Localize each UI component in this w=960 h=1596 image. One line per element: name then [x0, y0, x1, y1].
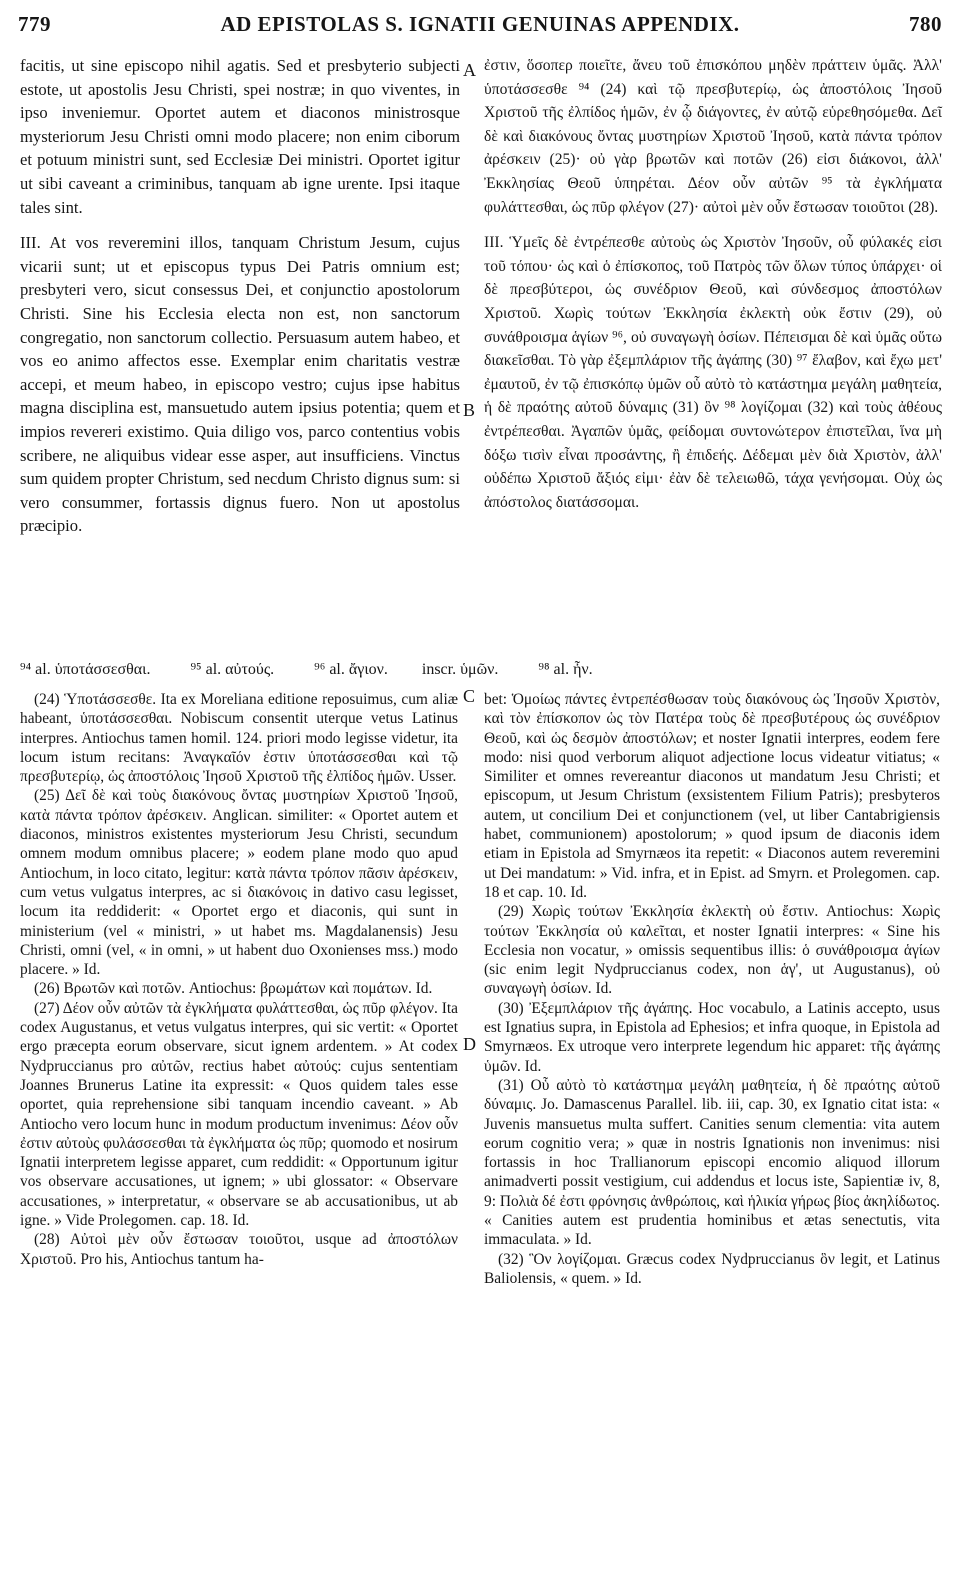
notes-right-column: [484, 690, 940, 1288]
latin-paragraph: facitis, ut sine episcopo nihil agatis. Sed et presbyterio subjecti estote, ut apostolis Jesu Christi, spei nostræ; in quo viventes, in ipso inveniemur. Oportet autem et diaconos ministrosque mysteriorum Jesu Christi omni modo placere; non enim ciborum et potuum ministri sunt, sed Ecclesiæ Dei ministri. Oportet igitur ut sibi caveant a criminibus, tanquam ab igne urente. Ipsi itaque tales sint.: [20, 56, 460, 217]
margin-marker-a: A: [463, 60, 476, 80]
variant-reading: ⁹⁴ al. ὑποτάσσεσθαι.: [20, 661, 151, 678]
variant-reading: ⁹⁶ al. ἄγιον.: [314, 661, 388, 678]
margin-marker-b: B: [463, 400, 476, 420]
notes-left-column: [20, 690, 458, 1269]
latin-text-column: [20, 54, 460, 538]
greek-text-column: [484, 54, 942, 514]
note-paragraph: (26) Βρωτῶν καὶ ποτῶν. Antiochus: βρωμάτων καὶ πομάτων. Id.: [34, 980, 433, 998]
note-paragraph: (28) Αὐτοὶ μὲν οὖν ἔστωσαν τοιοῦτοι, usque ad ἀποστόλων Χριστοῦ. Pro his, Antiochus tantum ha-: [20, 1231, 458, 1268]
latin-paragraph: III. At vos reveremini illos, tanquam Christum Jesum, cujus vicarii sunt; ut et episcopus typus Dei Patris omnium est; presbyteri vero, sicut consessus Dei, et conjunctio apostolorum Christi. Sine his Ecclesia electa non est, non sanctorum congregatio, non sanctorum collectio. Persuasum autem habeo, et vos eo animo affectos esse. Exemplar enim charitatis vestræ accepi, et meum habeo, in episcopo vestro; cujus ipse habitus magna disciplina est, mansuetudo autem ipsius potentia; quem et impios revereri existimo. Quia diligo vos, parco contentius vobis scribere, ne aliquibus videar esse asper, aut insufficiens. Vinctus sum quidem propter Christum, sed necdum Christo dignus sum: si vero consummer, fortassis dignus fuero. Non ut apostolus præcipio.: [20, 233, 460, 536]
running-title: AD EPISTOLAS S. IGNATII GENUINAS APPENDIX.: [220, 12, 740, 36]
variant-readings-line: [20, 659, 940, 681]
note-paragraph: (25) Δεῖ δὲ καὶ τοὺς διακόνους ὄντας μυστηρίων Χριστοῦ Ἰησοῦ, κατὰ πάντα τρόπον ἀρέσκειν. Anglican. similiter: « Oportet autem et diaconos, ministros existentes mysteriorum Jesu Christi, secundum omnem modum omnibus placere; » eodem plane modo quo apud Antiochum, in loco citato, legitur: κατὰ πάντα τρόπον πᾶσιν ἀρέσκειν, cum vetus vulgatus interpres, ac si διακόνοις in dativo casu legisset, locum ita reddiderit: « Oportet ergo et diaconis, qui sunt in ministerium (vel « ministri, » ut habet ms. Magdalanensis) Jesu Christi, omni (vel, « in omni, » ut habent duo Oxonienses mss.) modo placere. » Id.: [20, 787, 458, 979]
variant-reading: ⁹⁸ al. ἦν.: [538, 661, 593, 678]
note-paragraph: (32) Ὃν λογίζομαι. Græcus codex Nydpruccianus ὃν legit, et Latinus Baliolensis, « quem. » Id.: [484, 1250, 940, 1287]
variant-reading: inscr. ὑμῶν.: [421, 661, 499, 678]
note-paragraph: (29) Χωρὶς τούτων Ἐκκλησία ἐκλεκτὴ οὐ ἔστιν. Antiochus: Χωρὶς τούτων Ἐκκλησία οὐ καλεῖται, et noster Ignatii interpres: « Sine his Ecclesia non vocatur, » omissis sequentibus illis: ὁ συνάθροισμα ἁγίων (sic enim legit Nydpruccianus codex, non ἁγ', ut Augustanus), οὐ συναγωγὴ ὁσίων. Id.: [484, 903, 940, 998]
margin-marker-c: C: [463, 686, 476, 706]
right-page-number: 780: [909, 12, 942, 36]
greek-paragraph: III. Ὑμεῖς δὲ ἐντρέπεσθε αὐτοὺς ὡς Χριστὸν Ἰησοῦν, οὗ φύλακές εἰσι τοῦ τόπου· ὡς καὶ ὁ ἐπίσκοπος, τοῦ Πατρὸς τῶν ὅλων τύπος ὑπάρχει· οἱ δὲ πρεσβύτεροι, ὡς συνέδριον Θεοῦ, καὶ σύνδεσμος ἀποστόλων Χριστοῦ. Χωρὶς τούτων Ἐκκλησία ἐκλεκτὴ οὐκ ἔστιν (29), οὐ συνάθροισμα ἁγίων ⁹⁶, οὐ συναγωγὴ ὁσίων. Πέπεισμαι δὲ καὶ ὑμᾶς οὕτω διακεῖσθαι. Τὸ γὰρ ἐξεμπλάριον τῆς ἀγάπης (30) ⁹⁷ ἔλαβον, καὶ ἔχω μετ' ἐμαυτοῦ, ἐν τῷ ἐπισκόπῳ ὑμῶν οὗ αὐτὸ τὸ κατάστημα μεγάλη μαθητεία, ἡ δὲ πραότης αὐτοῦ δύναμις (31) ὃν ⁹⁸ λογίζομαι (32) καὶ τοὺς ἀθέους ἐντρέπεσθαι. Ἀγαπῶν ὑμᾶς, φείδομαι συντονώτερον ἐπιστεῖλαι, ἵνα μὴ δόξω τισὶν εἶναι προσάντης, ἢ ἐπιδεής. Δέδεμαι μὲν διὰ Χριστὸν, ἀλλ' οὐδέπω Χριστοῦ ἄξιός εἰμι· ἐὰν δὲ τελειωθῶ, τάχα γενήσομαι. Οὐχ ὡς ἀπόστολος διατάσσομαι.: [484, 234, 942, 511]
note-paragraph: (27) Δέον οὖν αὐτῶν τὰ ἐγκλήματα φυλάττεσθαι, ὡς πῦρ φλέγον. Ita codex Augustanus, et vetus vulgatus interpres, qui sic vertit: « Oportet ergo præcepta eorum observare, sicut ignem ardentem. » At codex Nydpruccianus pro αὐτῶν, rectius habet αὐτούς: cujus sententiam Joannes Brunerus Latine ita expressit: « Quos quidem tales esse oportet, quia reprehensione sibi tanquam incendio caveant. » Ab Antiocho vero locum hunc in modum productum invenimus: Δέον οὖν ἐστιν αὐτοὺς φυλάσσεσθαι τὰ ἐγκλήματα ὡς πῦρ; quomodo et nosirum Ignatii interpretem legisse apparet, cum reddidit: « Opportunum igitur vos observare accusationes, ut ignem; » ubi glossator: « Observare accusationes, » interpretatur, « observare se ab accusationibus, ut ab igne. » Vide Prolegomen. cap. 18. Id.: [20, 999, 458, 1230]
running-header: [18, 12, 942, 46]
left-page-number: 779: [18, 12, 51, 36]
note-paragraph: (31) Οὗ αὐτὸ τὸ κατάστημα μεγάλη μαθητεία, ἡ δὲ πραότης αὐτοῦ δύναμις. Jo. Damascenus Parallel. lib. iii, cap. 30, ex Ignatio citat ista: « Juvenis mansuetus multa suffert. Canities senum clementia: vita autem eorum cognitio vera; » quæ in nostris Ignationis non invenimus: nisi fortassis in hoc Trallianorum episcopi encomio aliquod illorum animadverti possit vestigium, cui addendus et locus iste, Sapientiæ iv, 8, 9: Πολιὰ δέ ἐστι φρόνησις ἀνθρώποις, καὶ ἡλικία γήρως βίος ἀκηλίδωτος. « Canities autem est prudentia hominibus et ætas senectutis, vita immaculata. » Id.: [484, 1076, 940, 1249]
note-paragraph: bet: Ὁμοίως πάντες ἐντρεπέσθωσαν τοὺς διακόνους ὡς Ἰησοῦν Χριστὸν, καὶ τὸν ἐπίσκοπον ὡς τὸν Πατέρα τοὺς δὲ πρεσβυτέρους ὡς συνέδριον Θεοῦ, καὶ ὡς δεσμὸν ἀποστόλων; et noster Ignatii interpres, eodem fere modo: nisi quod verborum aliquot adjectione locus videatur vitiatus; « Similiter et omnes revereantur diaconos ut mandatum Jesu Christi; et episcopum, ut Jesum Christum (exsistentem Filium Patris); presbyteros autem, ut concilium Dei et conjunctionem (vel, ut liber Cantabrigiensis habet, communionem) apostolorum; » quod ipsum de diaconis idem etiam in Epistola ad Smyrnæos ita repetit: « Diaconos autem reveremini ut Dei mandatum: » Vid. infra, et in Epist. ad Smyrn. et Prolegomen. cap. 18 et cap. 10. Id.: [484, 691, 940, 901]
note-paragraph: (24) Ὑποτάσσεσθε. Ita ex Moreliana editione reposuimus, cum aliæ habeant, ὑποτάσσεσθαι. Nobiscum consentit uterque vetus Latinus interpres. Antiochus tamen homil. 124. priori modo legisse videtur, ita locum istum recitans: Ἀναγκαῖόν ἐστιν ὑποτάσσεσθαι καὶ τῷ πρεσβυτερίῳ, ὡς ἀποστόλοις Ἰησοῦ Χριστοῦ τῆς ἐλπίδος ἡμῶν. Usser.: [20, 691, 458, 786]
note-paragraph: (30) Ἐξεμπλάριον τῆς ἀγάπης. Hoc vocabulo, a Latinis accepto, usus est Ignatius supra, in Epistola ad Ephesios; et infra quoque, in Epistola ad Smyrnæos. Ex utroque vero interprete legendum hic apparet: τῆς ἀγάπης ὑμῶν. Id.: [484, 999, 940, 1075]
greek-paragraph: ἐστιν, ὅσοπερ ποιεῖτε, ἄνευ τοῦ ἐπισκόπου μηδὲν πράττειν ὑμᾶς. Ἀλλ' ὑποτάσσεσθε ⁹⁴ (24) καὶ τῷ πρεσβυτερίῳ, ὡς ἀποστόλοις Ἰησοῦ Χριστοῦ τῆς ἐλπίδος ἡμῶν, ἐν ᾧ διάγοντες, ἐν αὐτῷ εὑρεθησόμεθα. Δεῖ δὲ καὶ διακόνους ὄντας μυστηρίων Χριστοῦ Ἰησοῦ, κατὰ πάντα τρόπον ἀρέσκειν (25)· οὐ γὰρ βρωτῶν καὶ ποτῶν (26) εἰσι διάκονοι, ἀλλ' Ἐκκλησίας Θεοῦ ὑπηρέται. Δέον οὖν αὐτῶν ⁹⁵ τὰ ἐγκλήματα φυλάττεσθαι, ὡς πῦρ φλέγον (27)· αὐτοὶ μὲν οὖν ἔστωσαν τοιοῦτοι (28).: [484, 57, 942, 216]
variant-reading: ⁹⁵ al. αὐτούς.: [190, 661, 275, 678]
margin-marker-d: D: [463, 1034, 476, 1054]
